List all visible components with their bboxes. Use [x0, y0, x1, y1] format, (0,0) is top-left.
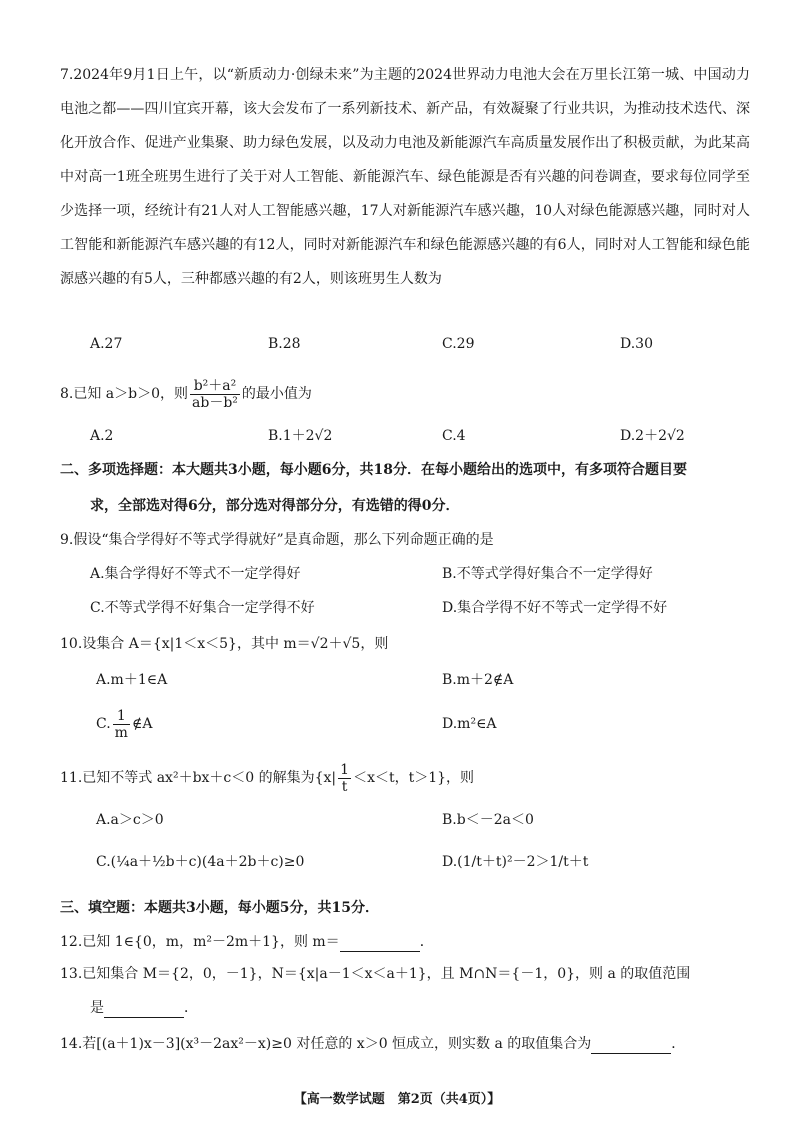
- q14-answer-blank[interactable]: [591, 1037, 671, 1054]
- q14-text: 14.若[(a＋1)x－3](x³－2ax²－x)≥0 对任意的 x＞0 恒成立，则实数 a 的取值集合为: [60, 1036, 592, 1052]
- q11-prefix: 11.已知不等式 ax²＋bx＋c＜0 的解集为{x|: [60, 770, 337, 786]
- q8-option-c: C.4: [442, 428, 466, 444]
- q11-option-c: C.(¼a＋½b＋c)(4a＋2b＋c)≥0: [96, 854, 305, 870]
- question-7-text: 7.2024年9月1日上午，以“新质动力·创绿未来”为主题的2024世界动力电池大会在万里长江第一城、中国动力电池之都——四川宜宾开幕，该大会发布了一系列新技术、新产品，有效凝聚了行业共识，为推动技术迭代、深化开放合作、促进产业集聚、助力绿色发展，以及动力电池及新能源汽车高质量发展作出了积极贡献，为此某高中对高一1班全班男生进行了关于对人工智能、新能源汽车、绿色能源是否有兴趣的问卷调查，要求每位同学至少选择一项，经统计有21人对人工智能感兴趣，17人对新能源汽车感兴趣，10人对绿色能源感兴趣，同时对人工智能和新能源汽车感兴趣的有12人，同时对新能源汽车和绿色能源感兴趣的有6人，同时对人工智能和绿色能源感兴趣的有5人，三种都感兴趣的有2人，则该班男生人数为: [60, 67, 750, 287]
- section-2-heading: 二、多项选择题：本大题共3小题，每小题6分，共18分．在每小题给出的选项中，有多项符合题目要: [60, 462, 687, 478]
- question-9-text: 9.假设“集合学得好不等式学得就好”是真命题，那么下列命题正确的是: [60, 532, 494, 548]
- q11-option-b: B.b＜－2a＜0: [442, 812, 534, 828]
- q11-fraction: [338, 762, 351, 795]
- q11-option-a: A.a＞c＞0: [96, 812, 164, 828]
- page-footer: 【高一数学试题 第2页（共4页）】: [293, 1092, 501, 1107]
- q10-option-c-label: C.: [96, 716, 111, 732]
- q7-option-c: C.29: [442, 336, 475, 352]
- q10-option-d: D.m²∈A: [442, 716, 497, 732]
- q8-denominator: ab－b²: [192, 394, 238, 411]
- q11-option-d: D.(1/t＋t)²－2＞1/t＋t: [442, 854, 589, 870]
- q10-option-b: B.m＋2∉A: [442, 672, 514, 688]
- q14-end: ．: [671, 1036, 686, 1052]
- question-8: [60, 376, 312, 412]
- q12-text: 12.已知 1∈{0，m，m²－2m＋1}，则 m＝: [60, 934, 340, 950]
- q9-option-b: B.不等式学得好集合不一定学得好: [442, 566, 653, 582]
- q8-option-d: D.2＋2√2: [620, 428, 685, 444]
- q9-option-c: C.不等式学得不好集合一定学得不好: [90, 600, 315, 616]
- question-10-text: 10.设集合 A＝{x|1＜x＜5}，其中 m＝√2＋√5，则: [60, 636, 389, 652]
- q10-option-a: A.m＋1∈A: [96, 672, 168, 688]
- q9-option-d: D.集合学得不好不等式一定学得不好: [442, 600, 668, 616]
- q8-prefix: 8.已知 a＞b＞0，则: [60, 386, 189, 402]
- q11-numerator: 1: [340, 761, 350, 778]
- q12-end: ．: [419, 934, 434, 950]
- q7-option-b: B.28: [268, 336, 301, 352]
- q13-answer-blank[interactable]: [104, 1001, 184, 1018]
- q7-option-d: D.30: [620, 336, 653, 352]
- q10-option-c-suffix: ∉A: [131, 716, 153, 732]
- q8-fraction: [190, 378, 240, 411]
- q8-suffix: 的最小值为: [241, 386, 312, 402]
- q8-numerator: b²＋a²: [190, 378, 240, 395]
- q13-line2: 是: [90, 1000, 104, 1016]
- question-14: [60, 1034, 685, 1054]
- q10-option-c-numerator: 1: [113, 708, 130, 725]
- q9-option-a: A.集合学得好不等式不一定学得好: [90, 566, 301, 582]
- q10-option-c-denominator: m: [114, 724, 128, 741]
- q10-option-c: [96, 706, 152, 742]
- q12-answer-blank[interactable]: [340, 935, 420, 952]
- q11-suffix: ＜x＜t，t＞1}，则: [353, 770, 475, 786]
- section-2-heading-cont: 求，全部选对得6分，部分选对得部分分，有选错的得0分．: [90, 498, 460, 514]
- q8-option-a: A.2: [90, 428, 114, 444]
- question-13-cont: [90, 998, 198, 1018]
- q11-denominator: t: [341, 778, 348, 795]
- q8-option-b: B.1＋2√2: [268, 428, 333, 444]
- question-12: [60, 932, 434, 952]
- section-3-heading: 三、填空题：本题共3小题，每小题5分，共15分．: [60, 900, 379, 916]
- q10-option-c-fraction: [113, 708, 130, 741]
- question-13-text: 13.已知集合 M＝{2，0，－1}，N＝{x|a－1＜x＜a＋1}，且 M∩N＝{－1，0}，则 a 的取值范围: [60, 966, 691, 982]
- q13-end: ．: [184, 1000, 198, 1016]
- question-11: [60, 760, 474, 796]
- q7-option-a: A.27: [90, 336, 123, 352]
